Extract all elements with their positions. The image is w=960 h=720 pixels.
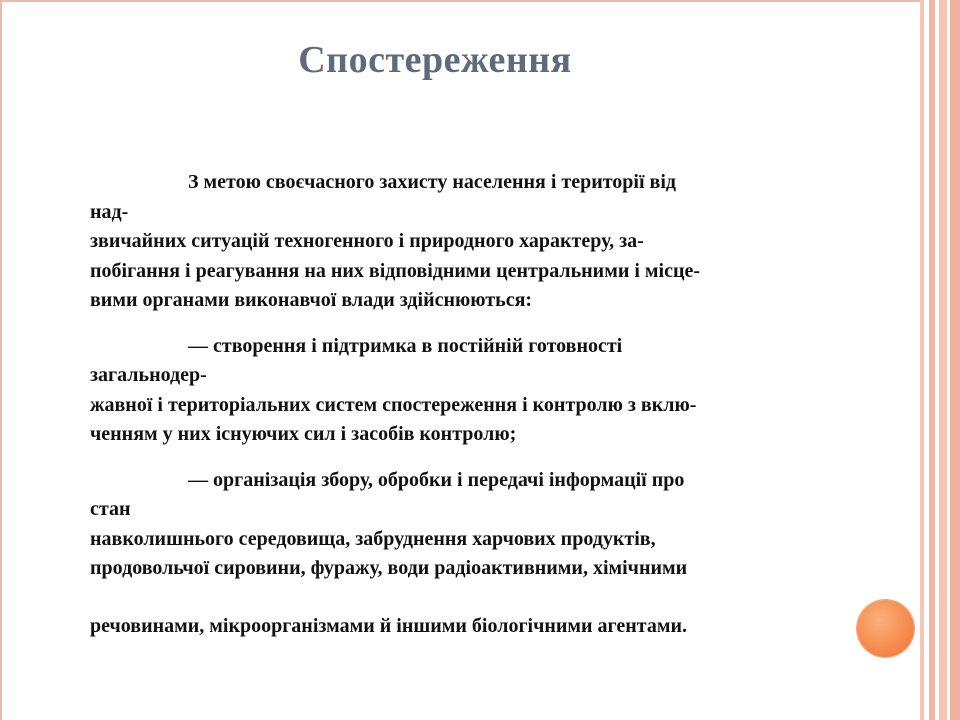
text-line: загальнодер- <box>90 364 207 386</box>
text-line: жавної і територіальних систем спостереження і контролю з вклю- <box>90 393 697 416</box>
text-line: вими органами виконавчої влади здійснюються: <box>90 289 533 311</box>
text-line: над- <box>90 200 129 223</box>
text-line: стан <box>90 498 131 520</box>
text-line: — створення і підтримка в постійній готовності <box>188 334 623 357</box>
text-line: звичайних ситуацій техногенного і природного характеру, за- <box>90 230 644 252</box>
slide-title: Спостереження <box>298 39 572 81</box>
text-line: побігання і реагування на них відповідними центральними і місце- <box>90 259 701 282</box>
paragraph-intro <box>90 168 860 316</box>
text-line: — організація збору, обробки і передачі інформації про <box>188 468 685 491</box>
paragraph-item-2 <box>90 466 860 642</box>
text-line: ченням у них існуючих сил і засобів контролю; <box>90 423 517 445</box>
text-line: З метою своєчасного захисту населення і території від <box>188 171 677 193</box>
decorative-orange-circle <box>857 600 914 657</box>
text-line: продовольчої сировини, фуражу, води радіоактивними, хімічними <box>90 557 688 579</box>
text-line: навколишнього середовища, забруднення харчових продуктів, <box>90 527 656 550</box>
slide-body <box>90 168 860 657</box>
decorative-stripes <box>920 0 960 720</box>
text-line: речовинами, мікроорганізмами й іншими біологічними агентами. <box>90 614 687 637</box>
paragraph-item-1 <box>90 332 860 450</box>
